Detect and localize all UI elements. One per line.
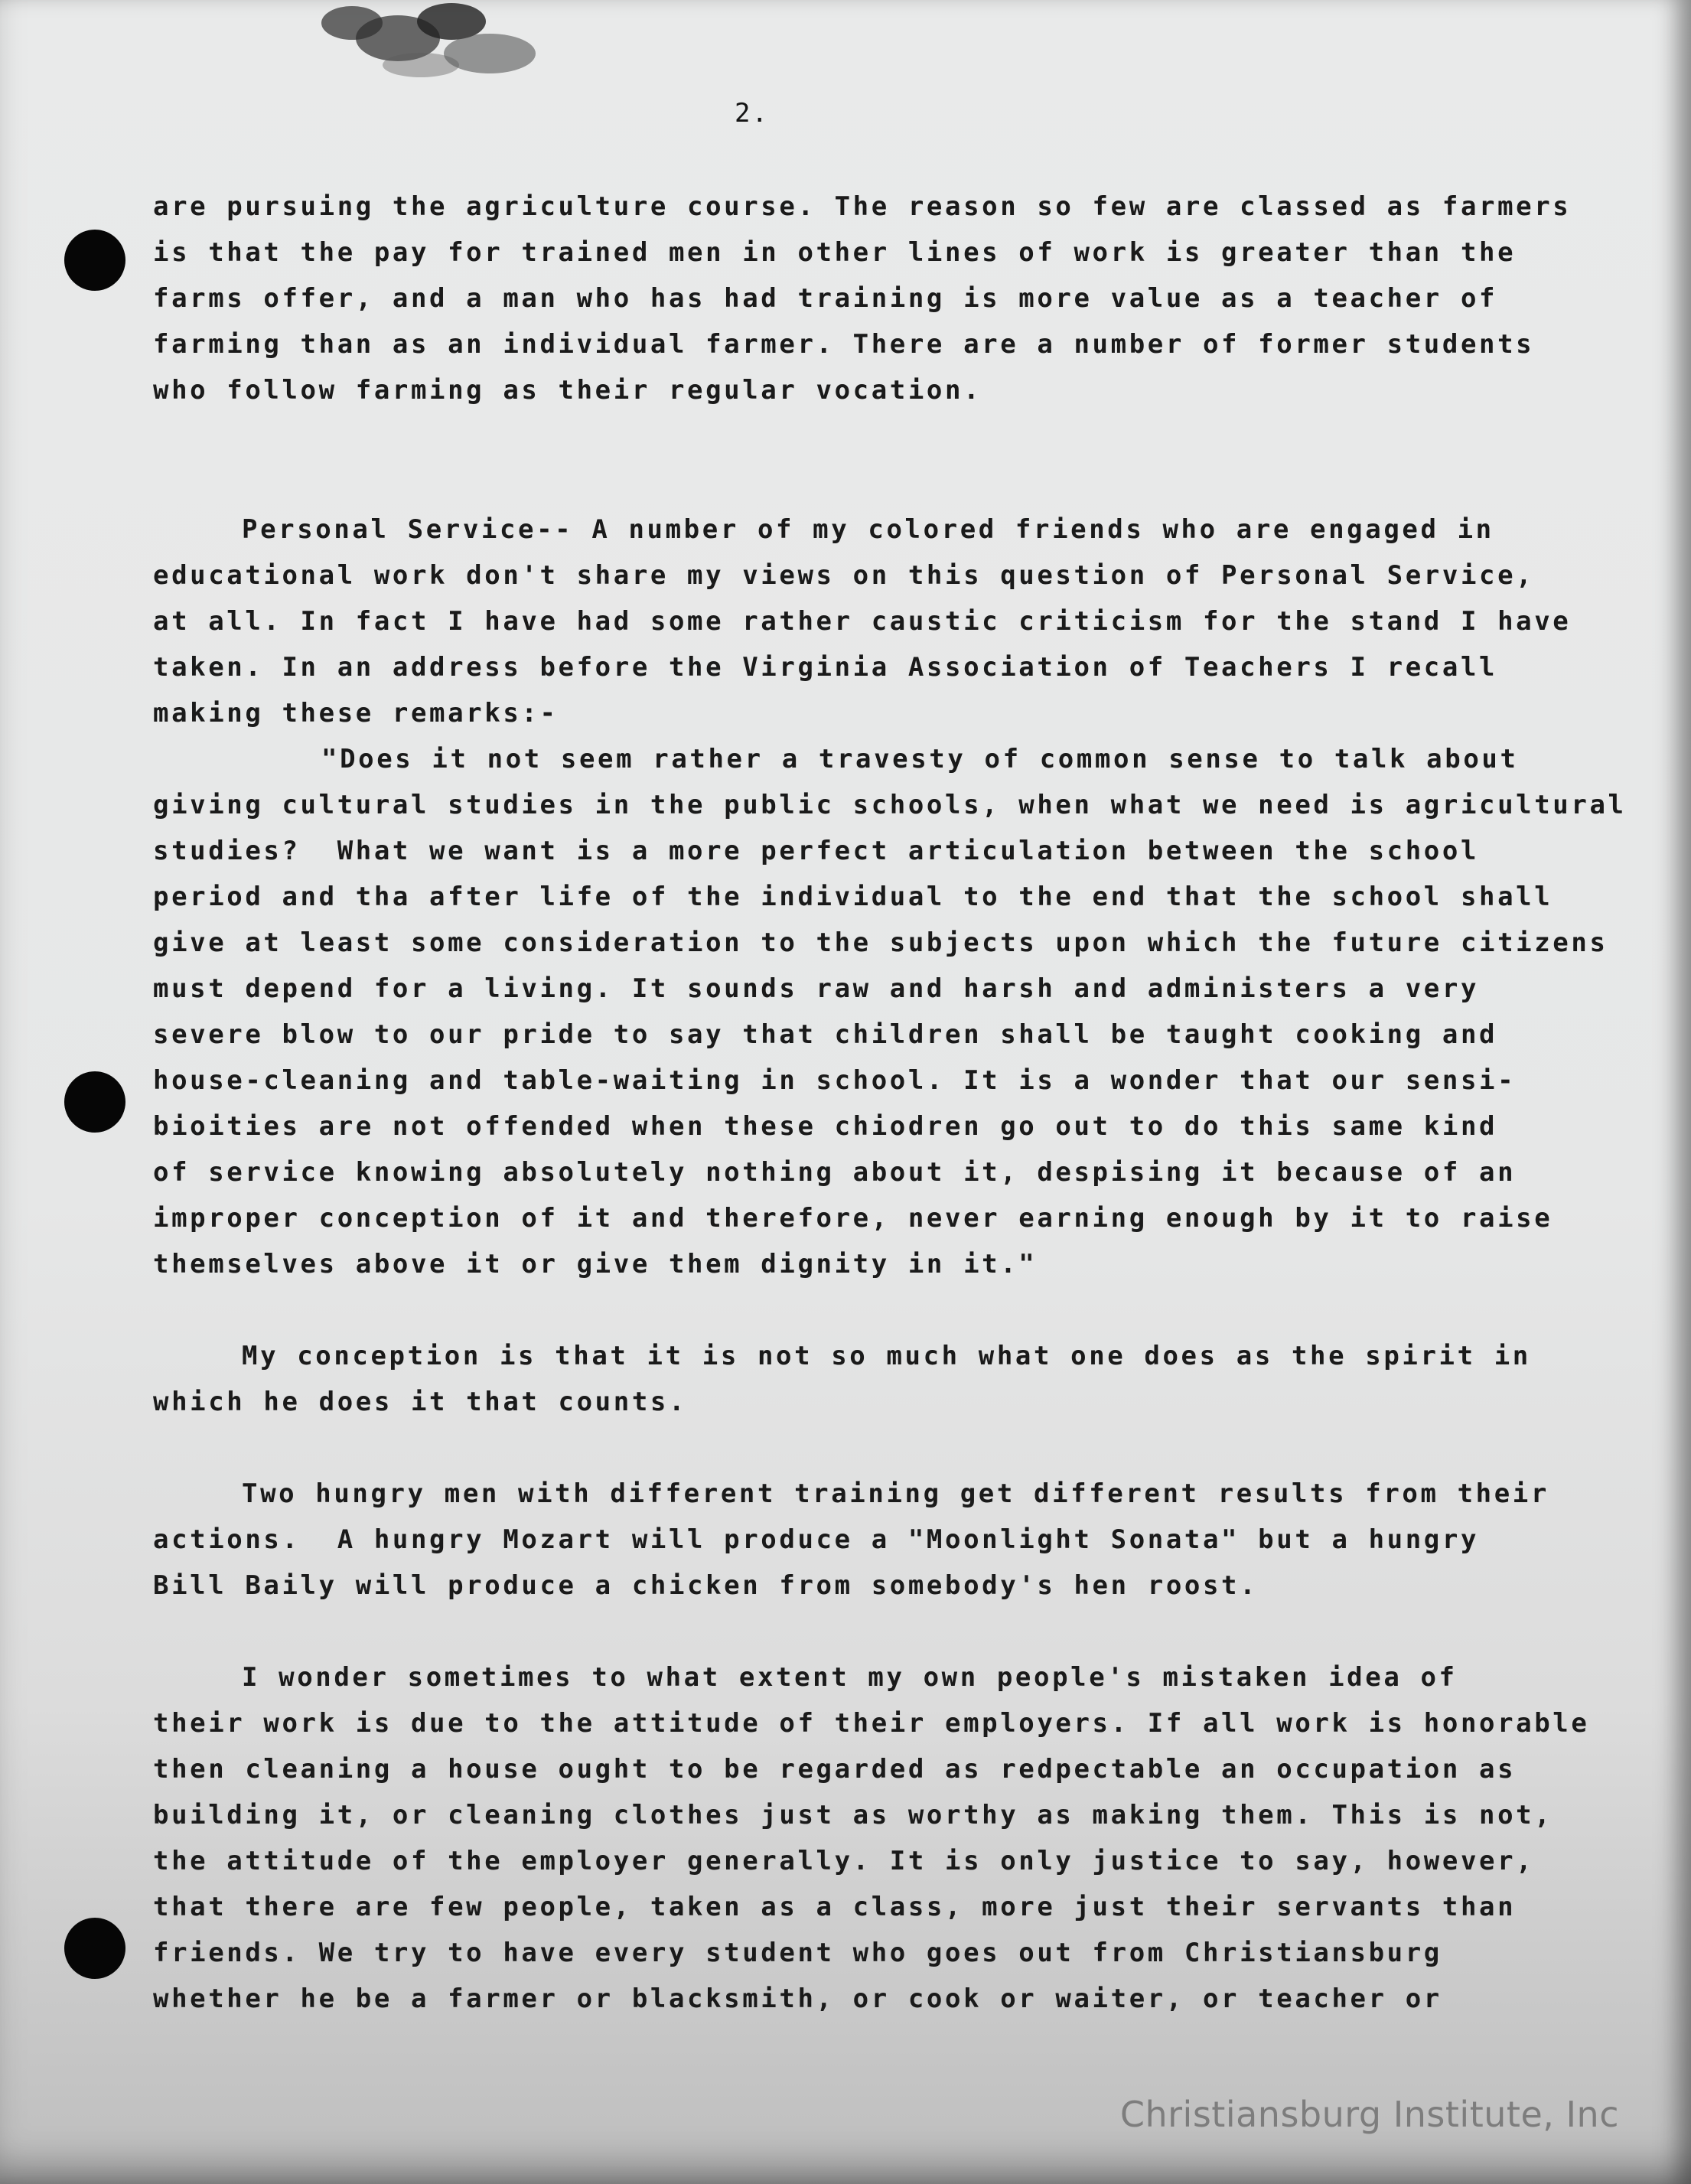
text-line: give at least some consideration to the subjects upon which the future citizens	[153, 927, 1608, 958]
paragraph-hungry-men	[153, 1471, 1622, 1609]
text-line: I wonder sometimes to what extent my own people's mistaken idea of	[242, 1662, 1458, 1693]
text-line: farms offer, and a man who has had training is more value as a teacher of	[153, 283, 1498, 314]
text-line: building it, or cleaning clothes just as worthy as making them. This is not,	[153, 1800, 1553, 1830]
text-line: are pursuing the agriculture course. The reason so few are classed as farmers	[153, 191, 1572, 222]
text-line: that there are few people, taken as a class, more just their servants than	[153, 1892, 1517, 1922]
text-line: whether he be a farmer or blacksmith, or cook or waiter, or teacher or	[153, 1984, 1442, 2014]
text-line: bioities are not offended when these chiodren go out to do this same kind	[153, 1111, 1498, 1142]
text-line: who follow farming as their regular vocation.	[153, 375, 982, 406]
text-line: then cleaning a house ought to be regarded as redpectable an occupation as	[153, 1754, 1517, 1785]
text-line: My conception is that it is not so much what one does as the spirit in	[242, 1341, 1531, 1371]
text-line: house-cleaning and table-waiting in school. It is a wonder that our sensi-	[153, 1065, 1517, 1096]
paragraph-agriculture	[153, 184, 1622, 413]
text-line: Two hungry men with different training get different results from their	[242, 1478, 1549, 1509]
text-line: at all. In fact I have had some rather caustic criticism for the stand I have	[153, 606, 1572, 637]
text-line: must depend for a living. It sounds raw and harsh and administers a very	[153, 973, 1480, 1004]
ink-smudge	[306, 0, 551, 84]
text-line: friends. We try to have every student who goes out from Christiansburg	[153, 1938, 1442, 1968]
text-line: educational work don't share my views on this question of Personal Service,	[153, 560, 1535, 591]
page-number: 2.	[735, 98, 769, 129]
punch-hole-bottom	[64, 1918, 125, 1979]
watermark: Christiansburg Institute, Inc	[1119, 2094, 1619, 2135]
paragraph-employers	[153, 1654, 1622, 2022]
paragraph-conception	[153, 1333, 1622, 1425]
text-line: is that the pay for trained men in other lines of work is greater than the	[153, 237, 1517, 268]
paragraph-quotation	[153, 736, 1627, 1287]
text-line: studies? What we want is a more perfect articulation between the school	[153, 836, 1480, 866]
text-line: actions. A hungry Mozart will produce a "Moonlight Sonata" but a hungry	[153, 1524, 1480, 1555]
text-line: farming than as an individual farmer. There are a number of former students	[153, 329, 1535, 360]
punch-hole-middle	[64, 1071, 125, 1133]
text-line: giving cultural studies in the public schools, when what we need is agricultural	[153, 790, 1627, 820]
text-line: Personal Service-- A number of my colored friends who are engaged in	[242, 514, 1494, 545]
text-line: the attitude of the employer generally. It is only justice to say, however,	[153, 1846, 1535, 1876]
text-line: severe blow to our pride to say that children shall be taught cooking and	[153, 1019, 1498, 1050]
text-line: of service knowing absolutely nothing about it, despising it because of an	[153, 1157, 1517, 1188]
text-line: "Does it not seem rather a travesty of common sense to talk about	[321, 744, 1519, 774]
text-line: Bill Baily will produce a chicken from somebody's hen roost.	[153, 1570, 1259, 1601]
text-line: period and tha after life of the individual to the end that the school shall	[153, 882, 1553, 912]
punch-hole-top	[64, 230, 125, 291]
text-line: taken. In an address before the Virginia Association of Teachers I recall	[153, 652, 1498, 683]
paragraph-personal-service	[153, 507, 1622, 736]
text-line: their work is due to the attitude of their employers. If all work is honorable	[153, 1708, 1590, 1739]
document-body	[153, 184, 1627, 2022]
text-line: which he does it that counts.	[153, 1387, 688, 1417]
text-line: themselves above it or give them dignity in it."	[153, 1249, 1038, 1279]
text-line: improper conception of it and therefore, never earning enough by it to raise	[153, 1203, 1553, 1234]
text-line: making these remarks:-	[153, 698, 559, 729]
